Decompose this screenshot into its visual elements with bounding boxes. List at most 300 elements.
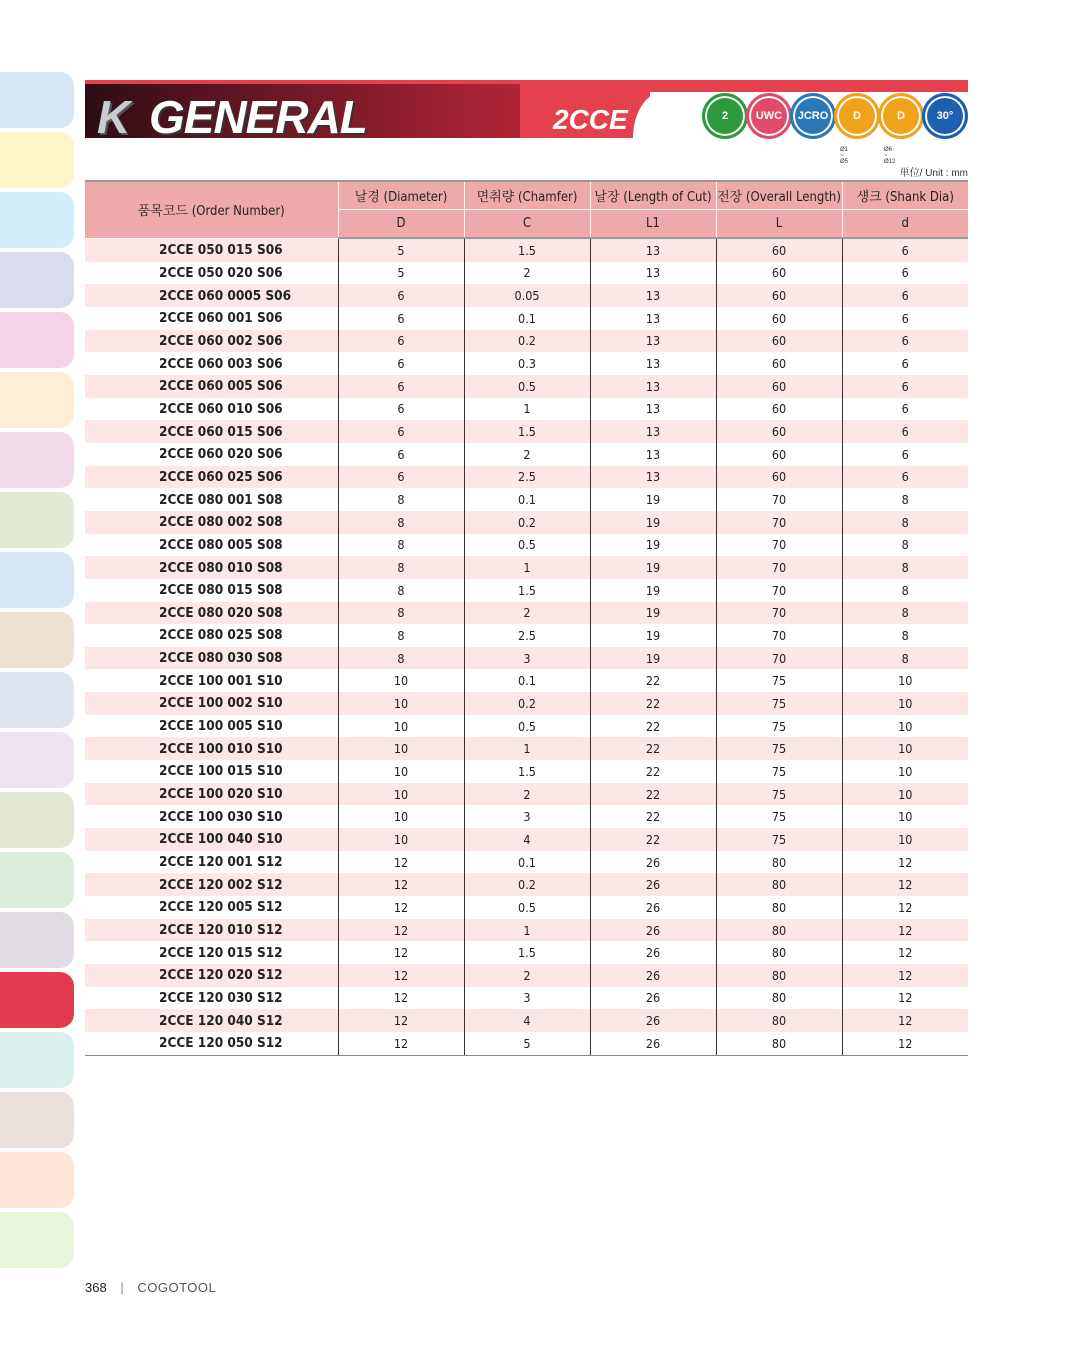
chamfer-cell: 1.5 — [464, 941, 590, 964]
shank-dia-cell: 12 — [842, 964, 968, 987]
shank-dia-cell: 12 — [842, 851, 968, 874]
shank-dia-cell: 12 — [842, 987, 968, 1010]
chamfer-cell: 1.5 — [464, 760, 590, 783]
side-tab-10[interactable] — [0, 612, 74, 668]
order-number-cell: 2CCE 100 001 S10 — [85, 669, 338, 692]
overall-length-cell: 70 — [716, 511, 842, 534]
table-row — [85, 783, 968, 806]
order-number-cell: 2CCE 120 010 S12 — [85, 919, 338, 942]
side-tab-1[interactable] — [0, 72, 74, 128]
table-row — [85, 307, 968, 330]
length-of-cut-cell: 22 — [590, 669, 716, 692]
length-of-cut-cell: 13 — [590, 443, 716, 466]
table-row — [85, 375, 968, 398]
diameter-cell: 6 — [338, 420, 464, 443]
shank-dia-cell: 6 — [842, 284, 968, 307]
uwc-material-icon-label: UWC — [755, 110, 783, 122]
diameter-cell: 10 — [338, 828, 464, 851]
order-number-cell: 2CCE 120 005 S12 — [85, 896, 338, 919]
overall-length-cell: 70 — [716, 534, 842, 557]
table-row — [85, 602, 968, 625]
chamfer-cell: 0.5 — [464, 896, 590, 919]
diameter-cell: 10 — [338, 737, 464, 760]
order-number-cell: 2CCE 120 030 S12 — [85, 987, 338, 1010]
table-row — [85, 669, 968, 692]
diameter-cell: 8 — [338, 647, 464, 670]
order-number-cell: 2CCE 060 003 S06 — [85, 352, 338, 375]
chamfer-cell: 2 — [464, 262, 590, 285]
table-row — [85, 919, 968, 942]
order-number-cell: 2CCE 100 015 S10 — [85, 760, 338, 783]
overall-length-cell: 75 — [716, 692, 842, 715]
shank-dia-cell: 8 — [842, 647, 968, 670]
order-number-cell: 2CCE 120 001 S12 — [85, 851, 338, 874]
shank-dia-cell: 6 — [842, 352, 968, 375]
table-row — [85, 534, 968, 557]
table-row — [85, 828, 968, 851]
diameter-cell: 12 — [338, 919, 464, 942]
diameter-cell: 6 — [338, 352, 464, 375]
chamfer-cell: 2.5 — [464, 466, 590, 489]
diameter-header: 날경 (Diameter) — [338, 181, 464, 210]
chamfer-cell: 3 — [464, 647, 590, 670]
table-row — [85, 443, 968, 466]
table-row — [85, 647, 968, 670]
side-tab-17[interactable] — [0, 1032, 74, 1088]
length-of-cut-cell: 19 — [590, 602, 716, 625]
length-of-cut-cell: 26 — [590, 987, 716, 1010]
chamfer-cell: 0.1 — [464, 488, 590, 511]
spec-table — [85, 180, 968, 1056]
order-number-cell: 2CCE 120 020 S12 — [85, 964, 338, 987]
table-header-row — [85, 181, 968, 210]
shank-dia-cell: 12 — [842, 1032, 968, 1055]
overall-length-cell: 80 — [716, 1032, 842, 1055]
length-of-cut-cell: 13 — [590, 262, 716, 285]
side-tab-12[interactable] — [0, 732, 74, 788]
order-number-cell: 2CCE 120 050 S12 — [85, 1032, 338, 1055]
overall-length-cell: 70 — [716, 556, 842, 579]
diameter-cell: 6 — [338, 443, 464, 466]
table-row — [85, 488, 968, 511]
uwc-material-icon — [746, 93, 792, 139]
chamfer-cell: 0.05 — [464, 284, 590, 307]
order-number-cell: 2CCE 060 010 S06 — [85, 398, 338, 421]
table-row — [85, 805, 968, 828]
diameter-cell: 10 — [338, 783, 464, 806]
length-of-cut-cell: 26 — [590, 941, 716, 964]
side-tab-16[interactable] — [0, 972, 74, 1028]
side-tab-18[interactable] — [0, 1092, 74, 1148]
diameter-symbol: D — [338, 210, 464, 239]
overall-length-cell: 80 — [716, 964, 842, 987]
length-of-cut-cell: 19 — [590, 624, 716, 647]
table-row — [85, 624, 968, 647]
length-of-cut-cell: 26 — [590, 851, 716, 874]
overall-length-cell: 80 — [716, 851, 842, 874]
length-of-cut-header: 날장 (Length of Cut) — [590, 181, 716, 210]
chamfer-cell: 1.5 — [464, 238, 590, 262]
chamfer-cell: 2 — [464, 783, 590, 806]
order-number-cell: 2CCE 100 002 S10 — [85, 692, 338, 715]
category-title: GENERAL — [149, 91, 367, 143]
table-row — [85, 851, 968, 874]
overall-length-cell: 75 — [716, 669, 842, 692]
side-tab-2[interactable] — [0, 132, 74, 188]
chamfer-cell: 0.2 — [464, 511, 590, 534]
table-row — [85, 284, 968, 307]
table-row — [85, 715, 968, 738]
overall-length-cell: 75 — [716, 783, 842, 806]
overall-length-cell: 80 — [716, 1009, 842, 1032]
table-row — [85, 330, 968, 353]
diameter-cell: 12 — [338, 896, 464, 919]
shank-dia-cell: 12 — [842, 873, 968, 896]
length-of-cut-cell: 19 — [590, 511, 716, 534]
shank-dia-cell: 10 — [842, 692, 968, 715]
order-number-cell: 2CCE 050 020 S06 — [85, 262, 338, 285]
shank-dia-cell: 10 — [842, 715, 968, 738]
diameter-cell: 12 — [338, 1032, 464, 1055]
header-title-band — [85, 84, 520, 143]
overall-length-cell: 60 — [716, 466, 842, 489]
shank-dia-cell: 6 — [842, 466, 968, 489]
order-number-cell: 2CCE 120 015 S12 — [85, 941, 338, 964]
jcro-coating-icon-label: JCRO — [797, 110, 829, 122]
overall-length-cell: 60 — [716, 307, 842, 330]
diameter-tolerance-icon-label: D — [853, 110, 861, 122]
table-row — [85, 352, 968, 375]
overall-length-cell: 60 — [716, 262, 842, 285]
unit-note: 単位/ Unit : mm — [899, 168, 968, 179]
badge-range-label: Ø1 ~ Ø5 — [840, 147, 849, 165]
diameter-cell: 12 — [338, 987, 464, 1010]
diameter-tolerance-icon — [834, 93, 880, 139]
shank-dia-symbol: d — [842, 210, 968, 239]
table-row — [85, 262, 968, 285]
length-of-cut-cell: 26 — [590, 896, 716, 919]
page-number: 368 — [85, 1280, 107, 1295]
chamfer-cell: 0.5 — [464, 534, 590, 557]
shank-dia-cell: 6 — [842, 398, 968, 421]
chamfer-cell: 0.5 — [464, 715, 590, 738]
chamfer-cell: 4 — [464, 1009, 590, 1032]
diameter-cell: 8 — [338, 602, 464, 625]
diameter-cell: 6 — [338, 307, 464, 330]
length-of-cut-cell: 26 — [590, 964, 716, 987]
table-row — [85, 556, 968, 579]
chamfer-cell: 2 — [464, 964, 590, 987]
diameter-cell: 8 — [338, 511, 464, 534]
table-row — [85, 466, 968, 489]
order-number-cell: 2CCE 080 002 S08 — [85, 511, 338, 534]
chamfer-cell: 1.5 — [464, 579, 590, 602]
shank-dia-cell: 10 — [842, 737, 968, 760]
order-number-cell: 2CCE 080 030 S08 — [85, 647, 338, 670]
chamfer-cell: 5 — [464, 1032, 590, 1055]
side-tab-11[interactable] — [0, 672, 74, 728]
overall-length-cell: 70 — [716, 602, 842, 625]
order-number-cell: 2CCE 120 040 S12 — [85, 1009, 338, 1032]
length-of-cut-cell: 13 — [590, 466, 716, 489]
chamfer-cell: 0.1 — [464, 851, 590, 874]
jcro-coating-icon — [790, 93, 836, 139]
overall-length-cell: 80 — [716, 919, 842, 942]
chamfer-cell: 2.5 — [464, 624, 590, 647]
side-tab-3[interactable] — [0, 192, 74, 248]
length-of-cut-cell: 13 — [590, 330, 716, 353]
order-number-cell: 2CCE 060 020 S06 — [85, 443, 338, 466]
shank-dia-cell: 6 — [842, 443, 968, 466]
overall-length-cell: 70 — [716, 579, 842, 602]
shank-dia-cell: 10 — [842, 669, 968, 692]
diameter-cell: 5 — [338, 262, 464, 285]
table-row — [85, 1009, 968, 1032]
chamfer-cell: 0.2 — [464, 873, 590, 896]
table-row — [85, 692, 968, 715]
length-of-cut-cell: 26 — [590, 1009, 716, 1032]
length-of-cut-cell: 13 — [590, 398, 716, 421]
order-number-cell: 2CCE 060 0005 S06 — [85, 284, 338, 307]
chamfer-cell: 3 — [464, 987, 590, 1010]
shank-dia-cell: 12 — [842, 896, 968, 919]
chamfer-cell: 0.3 — [464, 352, 590, 375]
side-tab-6[interactable] — [0, 372, 74, 428]
overall-length-cell: 75 — [716, 715, 842, 738]
shank-dia-cell: 8 — [842, 602, 968, 625]
diameter-tolerance-icon-2 — [878, 93, 924, 139]
overall-length-cell: 75 — [716, 828, 842, 851]
overall-length-header: 전장 (Overall Length) — [716, 181, 842, 210]
diameter-cell: 6 — [338, 330, 464, 353]
side-tab-14[interactable] — [0, 852, 74, 908]
length-of-cut-cell: 13 — [590, 352, 716, 375]
side-tab-9[interactable] — [0, 552, 74, 608]
shank-dia-cell: 8 — [842, 579, 968, 602]
shank-dia-cell: 8 — [842, 556, 968, 579]
length-of-cut-cell: 26 — [590, 1032, 716, 1055]
diameter-cell: 8 — [338, 534, 464, 557]
brand-name: COGOTOOL — [137, 1280, 217, 1295]
shank-dia-cell: 6 — [842, 420, 968, 443]
overall-length-cell: 60 — [716, 443, 842, 466]
diameter-cell: 8 — [338, 624, 464, 647]
overall-length-symbol: L — [716, 210, 842, 239]
order-number-cell: 2CCE 100 020 S10 — [85, 783, 338, 806]
overall-length-cell: 60 — [716, 284, 842, 307]
k-logo-letter: K — [97, 91, 129, 143]
diameter-cell: 12 — [338, 941, 464, 964]
length-of-cut-cell: 26 — [590, 873, 716, 896]
side-tab-13[interactable] — [0, 792, 74, 848]
length-of-cut-cell: 22 — [590, 760, 716, 783]
flute-count-2-icon-label: 2 — [721, 110, 729, 122]
length-of-cut-cell: 19 — [590, 534, 716, 557]
length-of-cut-cell: 19 — [590, 647, 716, 670]
order-number-cell: 2CCE 100 040 S10 — [85, 828, 338, 851]
diameter-cell: 6 — [338, 284, 464, 307]
length-of-cut-cell: 13 — [590, 238, 716, 262]
overall-length-cell: 60 — [716, 238, 842, 262]
length-of-cut-cell: 22 — [590, 805, 716, 828]
table-row — [85, 579, 968, 602]
chamfer-30-icon-label: 30° — [936, 110, 954, 122]
overall-length-cell: 60 — [716, 352, 842, 375]
diameter-cell: 8 — [338, 579, 464, 602]
length-of-cut-cell: 19 — [590, 488, 716, 511]
length-of-cut-cell: 22 — [590, 692, 716, 715]
model-code: 2CCE — [553, 104, 628, 135]
length-of-cut-cell: 26 — [590, 919, 716, 942]
shank-dia-cell: 12 — [842, 941, 968, 964]
order-number-cell: 2CCE 100 005 S10 — [85, 715, 338, 738]
diameter-cell: 6 — [338, 466, 464, 489]
overall-length-cell: 80 — [716, 941, 842, 964]
chamfer-cell: 1 — [464, 556, 590, 579]
length-of-cut-cell: 13 — [590, 375, 716, 398]
length-of-cut-cell: 19 — [590, 556, 716, 579]
chamfer-cell: 4 — [464, 828, 590, 851]
order-number-cell: 2CCE 120 002 S12 — [85, 873, 338, 896]
shank-dia-cell: 12 — [842, 1009, 968, 1032]
side-tab-4[interactable] — [0, 252, 74, 308]
diameter-tolerance-icon-2-label: D — [897, 110, 905, 122]
length-of-cut-cell: 13 — [590, 420, 716, 443]
chamfer-cell: 1 — [464, 398, 590, 421]
chamfer-cell: 0.2 — [464, 692, 590, 715]
flute-count-2-icon — [702, 93, 748, 139]
chamfer-cell: 0.1 — [464, 669, 590, 692]
length-of-cut-symbol: L1 — [590, 210, 716, 239]
table-row — [85, 760, 968, 783]
shank-dia-cell: 8 — [842, 488, 968, 511]
diameter-cell: 12 — [338, 964, 464, 987]
diameter-cell: 12 — [338, 1009, 464, 1032]
side-tab-15[interactable] — [0, 912, 74, 968]
order-number-cell: 2CCE 060 025 S06 — [85, 466, 338, 489]
diameter-cell: 10 — [338, 715, 464, 738]
table-row — [85, 941, 968, 964]
order-number-cell: 2CCE 080 005 S08 — [85, 534, 338, 557]
order-number-header: 품목코드 (Order Number) — [85, 181, 338, 238]
order-number-cell: 2CCE 060 001 S06 — [85, 307, 338, 330]
table-row — [85, 511, 968, 534]
diameter-cell: 10 — [338, 760, 464, 783]
chamfer-symbol: C — [464, 210, 590, 239]
chamfer-header: 면취량 (Chamfer) — [464, 181, 590, 210]
overall-length-cell: 70 — [716, 624, 842, 647]
diameter-cell: 8 — [338, 556, 464, 579]
order-number-cell: 2CCE 080 001 S08 — [85, 488, 338, 511]
table-row — [85, 964, 968, 987]
overall-length-cell: 75 — [716, 760, 842, 783]
shank-dia-header: 섕크 (Shank Dia) — [842, 181, 968, 210]
diameter-cell: 6 — [338, 398, 464, 421]
diameter-cell: 12 — [338, 851, 464, 874]
shank-dia-cell: 12 — [842, 919, 968, 942]
side-tab-8[interactable] — [0, 492, 74, 548]
shank-dia-cell: 6 — [842, 262, 968, 285]
overall-length-cell: 80 — [716, 896, 842, 919]
side-tab-19[interactable] — [0, 1152, 74, 1208]
length-of-cut-cell: 22 — [590, 828, 716, 851]
overall-length-cell: 60 — [716, 330, 842, 353]
shank-dia-cell: 6 — [842, 375, 968, 398]
overall-length-cell: 60 — [716, 420, 842, 443]
page-footer — [85, 1280, 216, 1295]
overall-length-cell: 70 — [716, 647, 842, 670]
table-row — [85, 896, 968, 919]
order-number-cell: 2CCE 080 015 S08 — [85, 579, 338, 602]
shank-dia-cell: 10 — [842, 828, 968, 851]
shank-dia-cell: 10 — [842, 760, 968, 783]
side-tab-20[interactable] — [0, 1212, 74, 1268]
diameter-cell: 10 — [338, 805, 464, 828]
length-of-cut-cell: 13 — [590, 284, 716, 307]
chamfer-cell: 1 — [464, 919, 590, 942]
chamfer-30-icon — [922, 93, 968, 139]
overall-length-cell: 60 — [716, 375, 842, 398]
overall-length-cell: 70 — [716, 488, 842, 511]
side-tab-5[interactable] — [0, 312, 74, 368]
chamfer-cell: 2 — [464, 443, 590, 466]
table-row — [85, 398, 968, 421]
overall-length-cell: 75 — [716, 737, 842, 760]
length-of-cut-cell: 22 — [590, 715, 716, 738]
length-of-cut-cell: 22 — [590, 737, 716, 760]
length-of-cut-cell: 13 — [590, 307, 716, 330]
table-row — [85, 1032, 968, 1055]
table-row — [85, 737, 968, 760]
order-number-cell: 2CCE 080 010 S08 — [85, 556, 338, 579]
order-number-cell: 2CCE 060 005 S06 — [85, 375, 338, 398]
chamfer-cell: 1 — [464, 737, 590, 760]
chamfer-cell: 0.2 — [464, 330, 590, 353]
shank-dia-cell: 8 — [842, 511, 968, 534]
length-of-cut-cell: 22 — [590, 783, 716, 806]
shank-dia-cell: 6 — [842, 238, 968, 262]
diameter-cell: 5 — [338, 238, 464, 262]
footer-separator: | — [120, 1280, 124, 1295]
shank-dia-cell: 6 — [842, 330, 968, 353]
chamfer-cell: 0.5 — [464, 375, 590, 398]
diameter-cell: 10 — [338, 669, 464, 692]
shank-dia-cell: 8 — [842, 624, 968, 647]
chamfer-cell: 3 — [464, 805, 590, 828]
overall-length-cell: 80 — [716, 987, 842, 1010]
shank-dia-cell: 10 — [842, 783, 968, 806]
order-number-cell: 2CCE 100 030 S10 — [85, 805, 338, 828]
diameter-cell: 6 — [338, 375, 464, 398]
page-header — [85, 80, 968, 165]
chamfer-cell: 0.1 — [464, 307, 590, 330]
diameter-cell: 8 — [338, 488, 464, 511]
order-number-cell: 2CCE 050 015 S06 — [85, 238, 338, 262]
shank-dia-cell: 8 — [842, 534, 968, 557]
diameter-cell: 12 — [338, 873, 464, 896]
length-of-cut-cell: 19 — [590, 579, 716, 602]
table-row — [85, 987, 968, 1010]
overall-length-cell: 75 — [716, 805, 842, 828]
shank-dia-cell: 10 — [842, 805, 968, 828]
side-tab-7[interactable] — [0, 432, 74, 488]
chamfer-cell: 1.5 — [464, 420, 590, 443]
badge-range-label: Ø6 ~ Ø12 — [884, 147, 896, 165]
shank-dia-cell: 6 — [842, 307, 968, 330]
table-row — [85, 420, 968, 443]
overall-length-cell: 60 — [716, 398, 842, 421]
order-number-cell: 2CCE 100 010 S10 — [85, 737, 338, 760]
